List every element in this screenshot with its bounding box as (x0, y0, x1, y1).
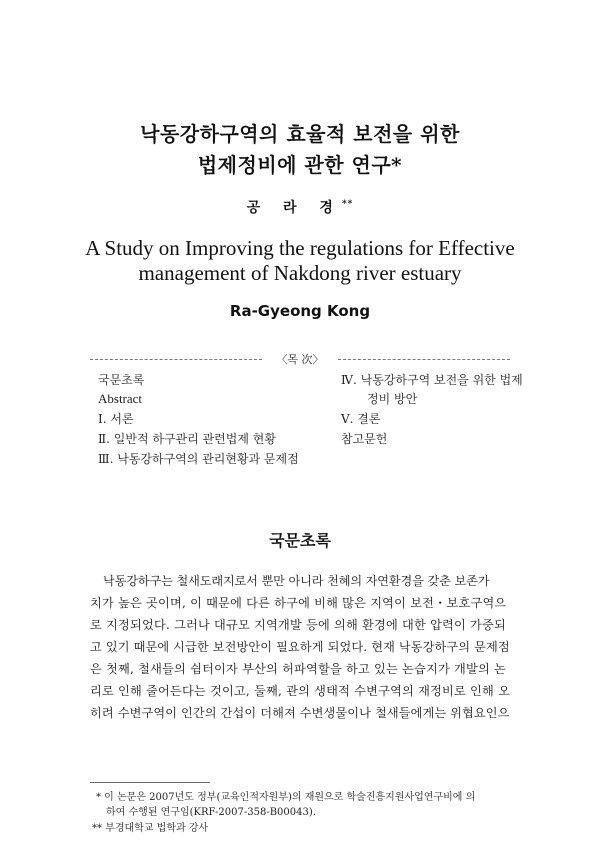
toc-label: 〈목 次〉 (276, 353, 324, 366)
toc-item-chapter-4: Ⅳ. 낙동강하구역 보전을 위한 법제 (341, 373, 523, 387)
footnote-2: ** 부경대학교 법학과 강사 (92, 823, 209, 834)
toc-item-chapter-2: Ⅱ. 일반적 하구관리 관련법제 현황 (98, 432, 276, 446)
toc-item-abstract-en: Abstract (98, 391, 143, 406)
toc-item-chapter-3: Ⅲ. 낙동강하구역의 관리현황과 문제점 (98, 452, 299, 466)
toc-item-conclusion: Ⅴ. 결론 (341, 412, 381, 426)
abstract-heading: 국문초록 (269, 531, 331, 550)
abstract-line-6: 리로 인해 줄어든다는 것이고, 둘째, 관의 생태적 수변구역의 재정비로 인해 오 (90, 684, 511, 698)
footnote-1-line-2: 하여 수행된 연구임(KRF-2007-358-B00043). (106, 807, 316, 818)
author-ko (0, 197, 600, 217)
title-en-line-1: A Study on Improving the regulations for Effective (85, 236, 515, 260)
toc-item-references: 참고문헌 (341, 432, 388, 446)
footnote-1-line-1: * 이 논문은 2007년도 정부(교육인적자원부)의 재원으로 학술진흥지원사업연구비에 의 (96, 792, 476, 803)
abstract-line-3: 로 지정되었다. 그러나 대규모 지역개발 등에 의해 환경에 대한 압력이 가중되 (90, 618, 506, 632)
toc-item-abstract-ko: 국문초록 (98, 373, 145, 387)
title-ko-line-1: 낙동강하구역의 효율적 보전을 위한 (140, 122, 460, 146)
title-en-line-2: management of Nakdong river estuary (138, 261, 462, 285)
author-en: Ra-Gyeong Kong (229, 302, 371, 320)
toc-rule-right (338, 359, 510, 360)
abstract-line-2: 치가 높은 곳이며, 이 때문에 다른 하구에 비해 많은 지역이 보전・보호구역으 (90, 596, 507, 610)
footnote-rule (90, 782, 210, 783)
abstract-line-4: 고 있기 때문에 시급한 보전방안이 필요하게 되었다. 현재 낙동강하구의 문제점 (90, 640, 510, 654)
toc-item-introduction: Ⅰ. 서론 (98, 412, 134, 426)
abstract-line-5: 은 첫째, 철새들의 쉼터이자 부산의 허파역할을 하고 있는 논습지가 개발의 논 (90, 662, 506, 676)
toc-rule-left (90, 359, 262, 360)
abstract-line-7: 히려 수변구역이 인간의 간섭이 더해져 수변생물이나 철새들에게는 위협요인으 (90, 706, 510, 720)
toc-item-chapter-4-cont: 정비 방안 (367, 392, 418, 406)
author-ko-name: 공 라 경 (246, 200, 342, 216)
title-ko-line-2: 법제정비에 관한 연구* (197, 153, 403, 177)
abstract-line-1: 낙동강하구는 철새도래지로서 뿐만 아니라 천혜의 자연환경을 갖춘 보존가 (103, 574, 490, 588)
author-ko-footnote-mark: ** (341, 199, 354, 210)
